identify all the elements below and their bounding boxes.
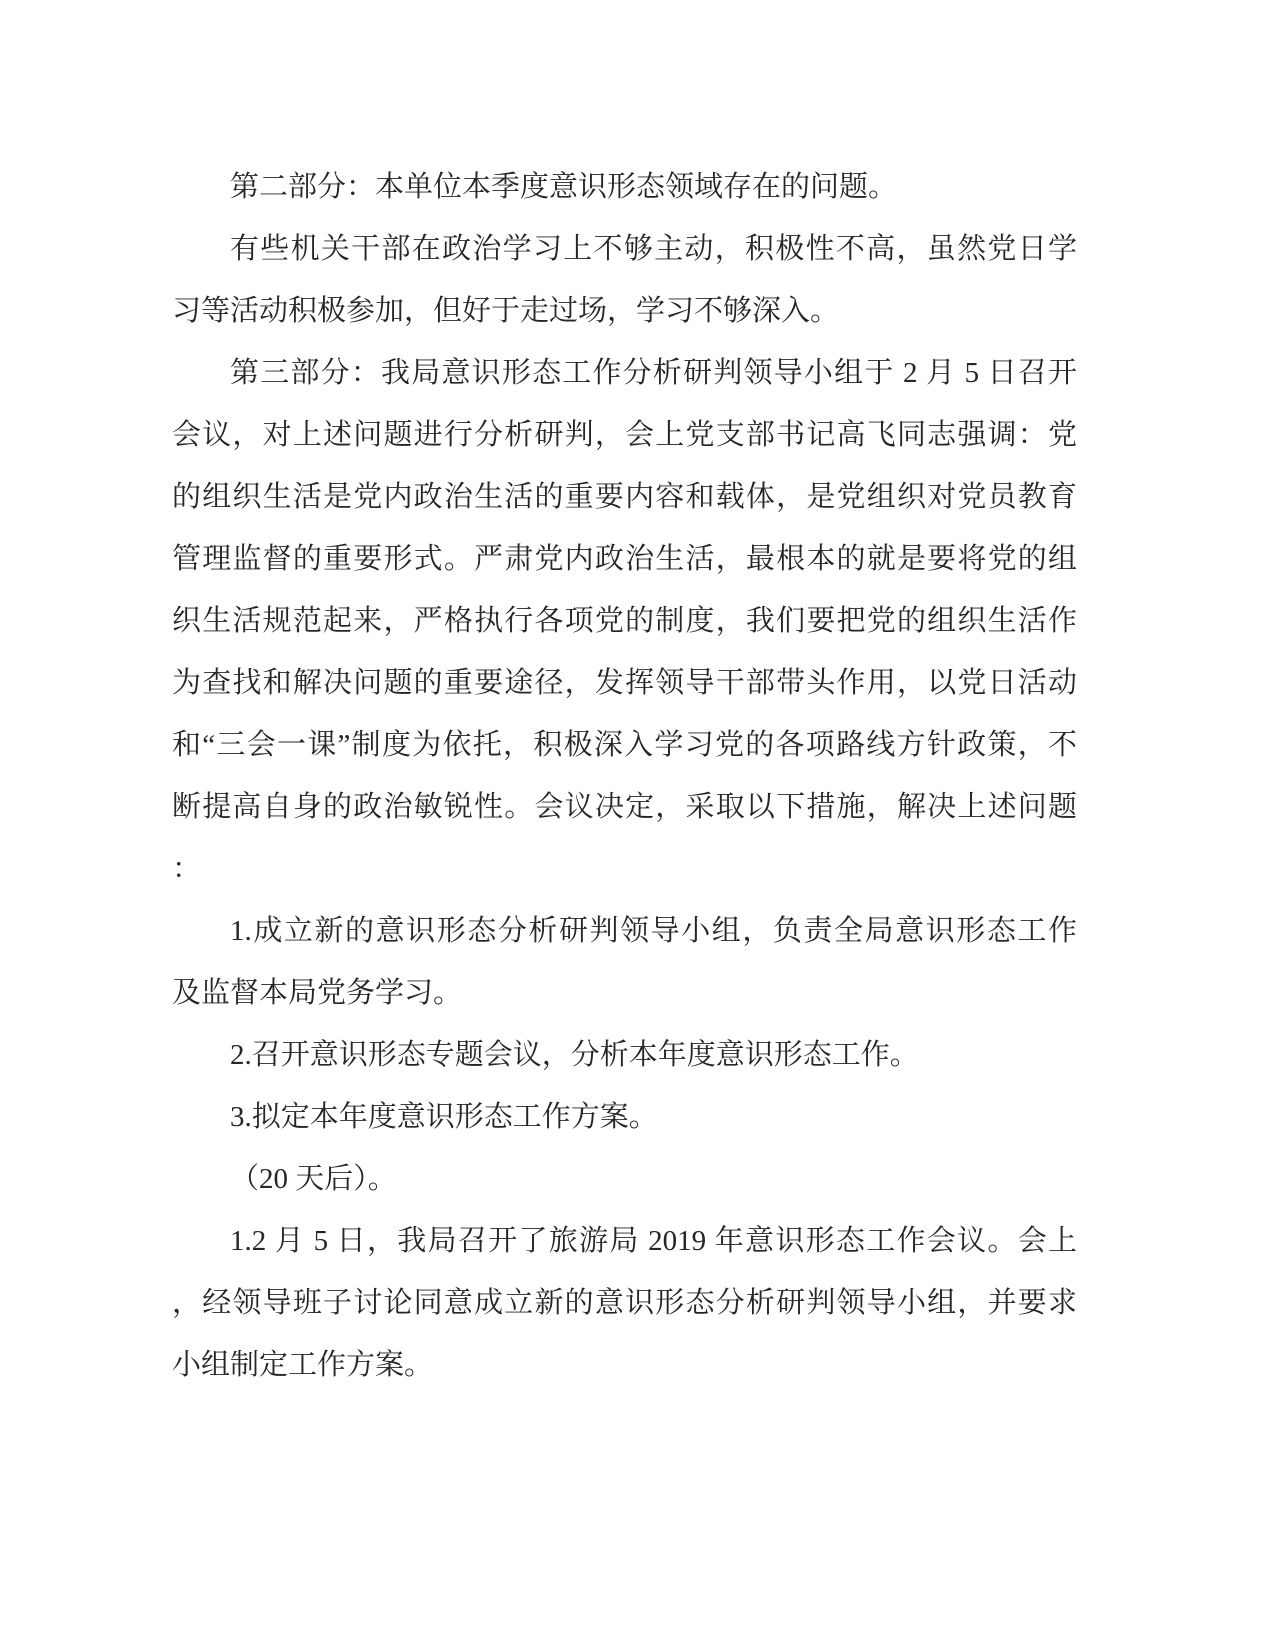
text-line: 1.成立新的意识形态分析研判领导小组，负责全局意识形态工作: [230, 915, 1077, 947]
text-line: 有些机关干部在政治学习上不够主动，积极性不高，虽然党日学: [230, 233, 1077, 265]
text-line: ：: [172, 853, 202, 885]
text-line: 1.2 月 5 日，我局召开了旅游局 2019 年意识形态工作会议。会上: [230, 1225, 1077, 1257]
text-line: 小组制定工作方案。: [172, 1349, 434, 1381]
text-line: 习等活动积极参加，但好于走过场，学习不够深入。: [172, 295, 840, 327]
text-line: 第三部分：我局意识形态工作分析研判领导小组于 2 月 5 日召开: [230, 357, 1077, 389]
text-line: （20 天后）。: [230, 1163, 397, 1195]
text-line: 和“三会一课”制度为依托，积极深入学习党的各项路线方针政策，不: [172, 729, 1077, 761]
text-line: 及监督本局党务学习。: [172, 977, 463, 1009]
text-line: 会议，对上述问题进行分析研判，会上党支部书记高飞同志强调：党: [172, 419, 1077, 451]
text-line: 2.召开意识形态专题会议，分析本年度意识形态工作。: [230, 1039, 919, 1071]
text-line: 第二部分：本单位本季度意识形态领域存在的问题。: [230, 171, 898, 203]
text-line: ，经领导班子讨论同意成立新的意识形态分析研判领导小组，并要求: [172, 1287, 1077, 1319]
text-line: 断提高自身的政治敏锐性。会议决定，采取以下措施，解决上述问题: [172, 791, 1077, 823]
text-line: 织生活规范起来，严格执行各项党的制度，我们要把党的组织生活作: [172, 605, 1077, 637]
text-line: 管理监督的重要形式。严肃党内政治生活，最根本的就是要将党的组: [172, 543, 1077, 575]
document-body: [172, 156, 1077, 1396]
text-line: 3.拟定本年度意识形态工作方案。: [230, 1101, 658, 1133]
text-line: 为查找和解决问题的重要途径，发挥领导干部带头作用，以党日活动: [172, 667, 1077, 699]
text-line: 的组织生活是党内政治生活的重要内容和载体，是党组织对党员教育: [172, 481, 1077, 513]
